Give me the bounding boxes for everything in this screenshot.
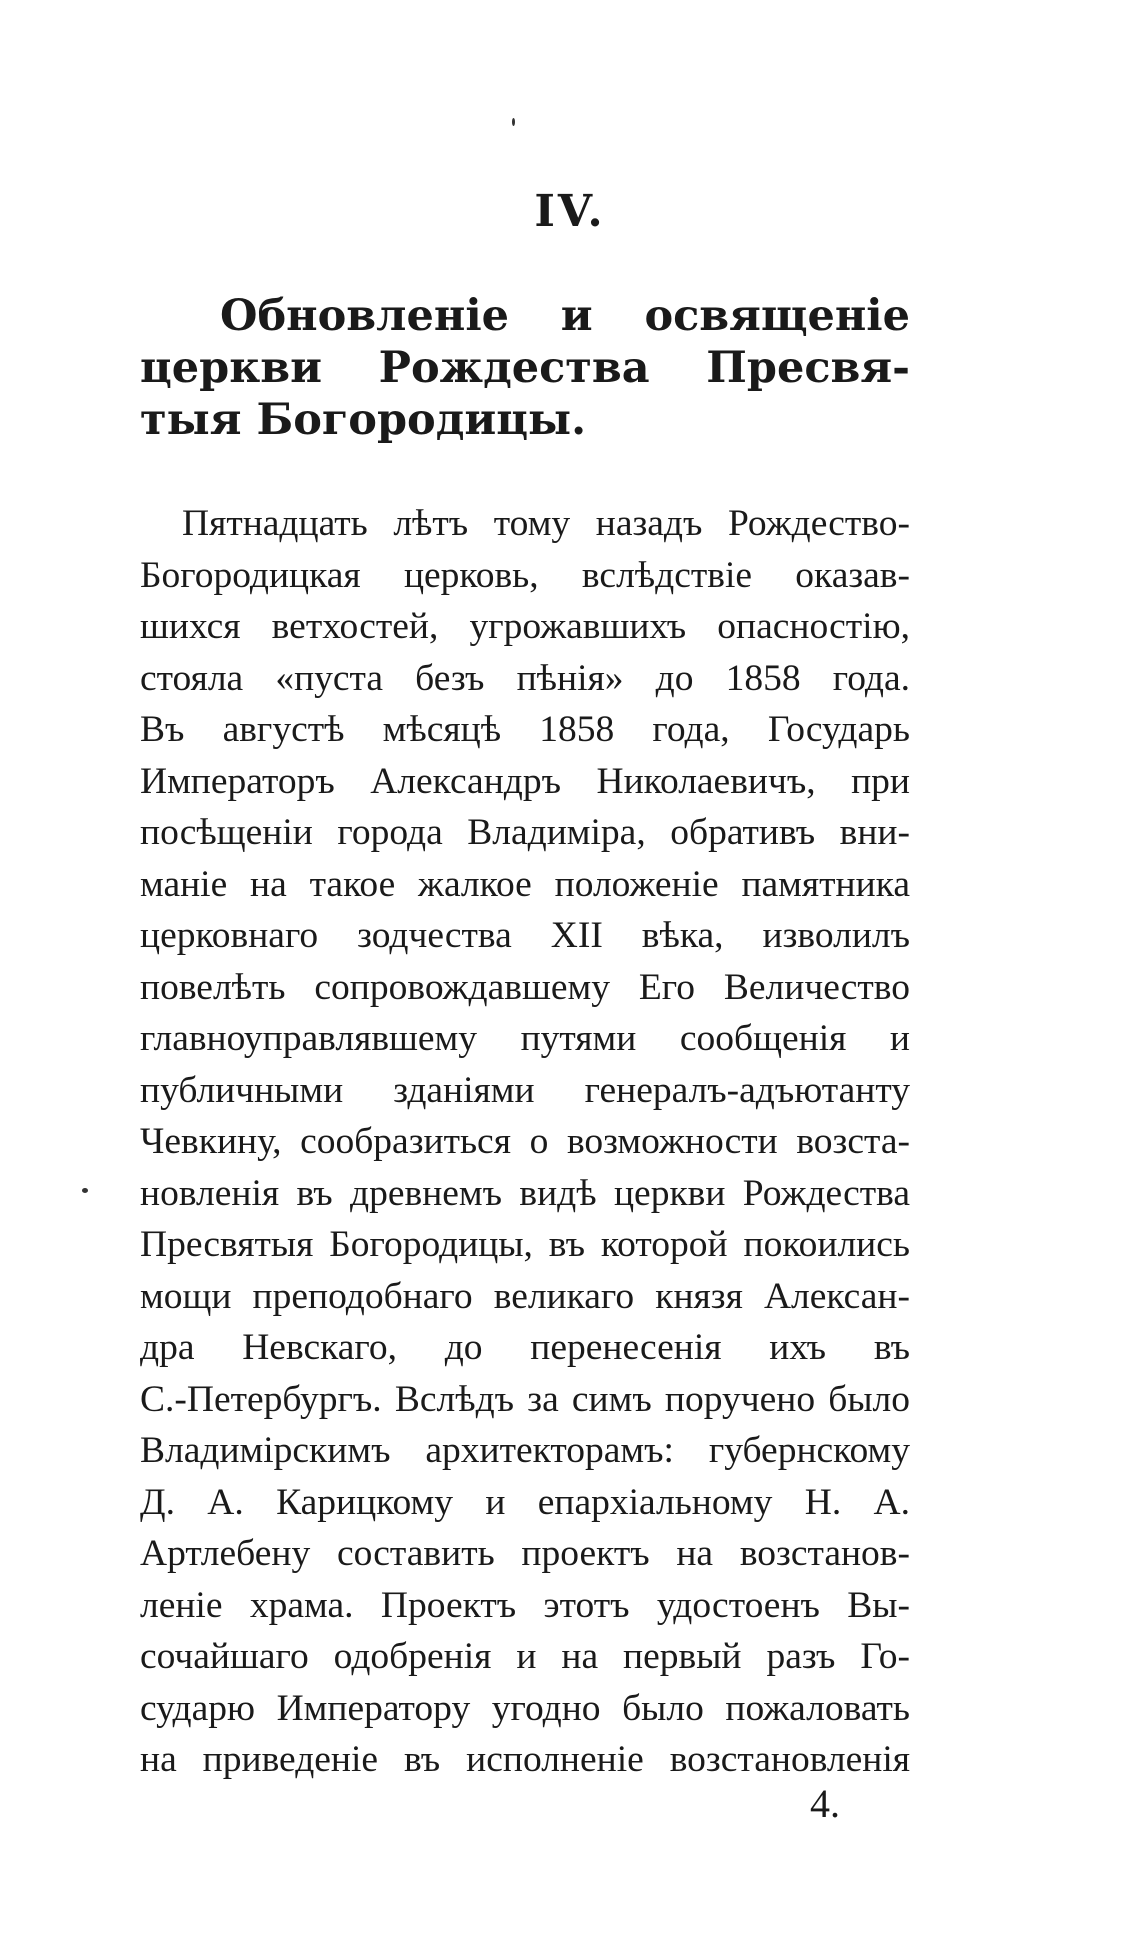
body-line: главноуправлявшему путями сообщенія и (140, 1018, 910, 1059)
body-line: церковнаго зодчества XII вѣка, изволилъ (140, 915, 910, 956)
chapter-title (140, 290, 910, 446)
body-line: Д. А. Карицкому и епархіальному Н. А. (140, 1481, 910, 1523)
body-line: Чевкину, сообразиться о возможности возста- (140, 1121, 910, 1162)
body-line: Пятнадцать лѣтъ тому назадъ Рождество- (182, 503, 910, 544)
body-line: Владимірскимъ архитекторамъ: губернскому (140, 1430, 910, 1471)
body-line: Въ августѣ мѣсяцѣ 1858 года, Государь (140, 709, 910, 750)
chapter-title-line: тыя Богородицы. (140, 395, 587, 445)
body-line: новленія въ древнемъ видѣ церкви Рождества (140, 1172, 910, 1214)
body-line: мощи преподобнаго великаго князя Алексан- (140, 1275, 910, 1317)
body-line: С.-Петербургъ. Вслѣдъ за симъ поручено было (140, 1378, 910, 1420)
body-line: сочайшаго одобренія и на первый разъ Го- (140, 1636, 910, 1677)
body-line: Пресвятыя Богородицы, въ которой покоились (140, 1224, 910, 1265)
body-line: стояла «пуста безъ пѣнія» до 1858 года. (140, 657, 910, 699)
body-line: шихся ветхостей, угрожавшихъ опасностію, (140, 606, 910, 647)
body-text (140, 498, 910, 1786)
body-line: маніе на такое жалкое положеніе памятника (140, 863, 910, 905)
body-line: на приведеніе въ исполненіе возстановленія (140, 1739, 910, 1780)
body-line: публичными зданіями генералъ-адъютанту (140, 1069, 910, 1111)
print-speck (512, 118, 515, 126)
body-line: посѣщеніи города Владиміра, обративъ вни- (140, 812, 910, 853)
body-line: Императоръ Александръ Николаевичъ, при (140, 760, 910, 802)
chapter-number: IV. (534, 186, 606, 237)
chapter-title-line: церкви Рождества Пресвя- (140, 343, 910, 393)
body-line: повелѣть сопровождавшему Его Величество (140, 966, 910, 1008)
body-line: дра Невскаго, до перенесенія ихъ въ (140, 1327, 910, 1368)
print-speck (82, 1188, 88, 1193)
chapter-title-line: Обновленіе и освященіе (220, 291, 910, 341)
body-line: Богородицкая церковь, вслѣдствіе оказав- (140, 554, 910, 596)
body-line: леніе храма. Проектъ этотъ удостоенъ Вы- (140, 1584, 910, 1626)
body-line: сударю Императору угодно было пожаловать (140, 1687, 910, 1729)
body-line: Артлебену составить проектъ на возстанов- (140, 1533, 910, 1574)
signature-mark: 4. (810, 1781, 840, 1826)
